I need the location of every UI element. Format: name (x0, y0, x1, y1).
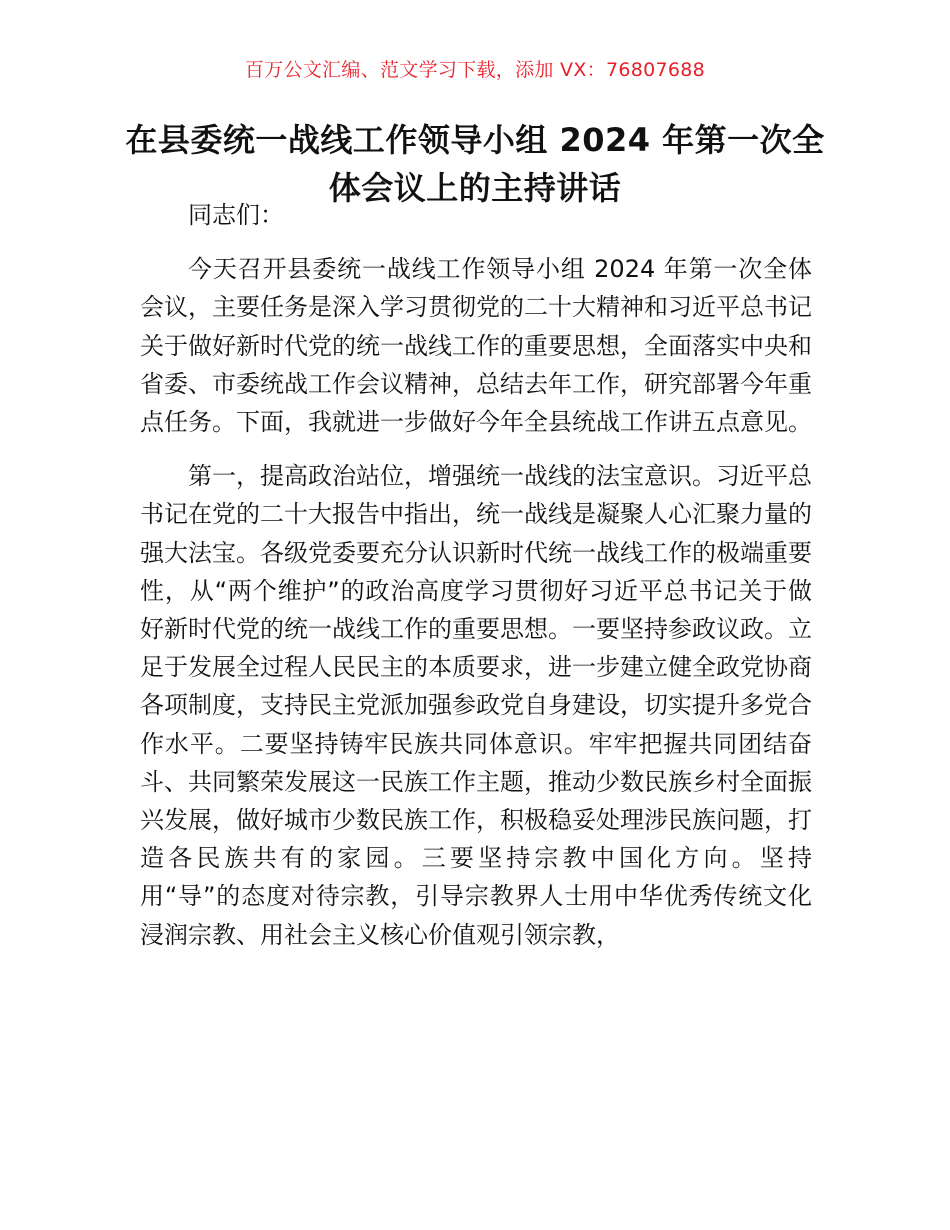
paragraph-1: 今天召开县委统一战线工作领导小组 2024 年第一次全体会议，主要任务是深入学习贯彻党的二十大精神和习近平总书记关于做好新时代党的统一战线工作的重要思想，全面落实中央和省委、市委统战工作会议精神，总结去年工作，研究部署今年重点任务。下面，我就进一步做好今年全县统战工作讲五点意见。 (140, 255, 812, 437)
paragraph-2: 第一，提高政治站位，增强统一战线的法宝意识。习近平总书记在党的二十大报告中指出，统一战线是凝聚人心汇聚力量的强大法宝。各级党委要充分认识新时代统一战线工作的极端重要性，从“两个维护”的政治高度学习贯彻好习近平总书记关于做好新时代党的统一战线工作的重要思想。一要坚持参政议政。立足于发展全过程人民民主的本质要求，进一步建立健全政党协商各项制度，支持民主党派加强参政党自身建设，切实提升多党合作水平。二要坚持铸牢民族共同体意识。牢牢把握共同团结奋斗、共同繁荣发展这一民族工作主题，推动少数民族乡村全面振兴发展，做好城市少数民族工作，积极稳妥处理涉民族问题，打造各民族共有的家园。三要坚持宗教中国化方向。坚持用“导”的态度对待宗教，引导宗教界人士用中华优秀传统文化浸润宗教、用社会主义核心价值观引领宗教， (140, 462, 812, 949)
document-title: 在县委统一战线工作领导小组 2024 年第一次全体会议上的主持讲话 (125, 121, 825, 207)
salutation: 同志们： (188, 201, 284, 229)
header-watermark-text: 百万公文汇编、范文学习下载，添加 VX：76807688 (244, 59, 706, 81)
document-body (140, 196, 812, 954)
